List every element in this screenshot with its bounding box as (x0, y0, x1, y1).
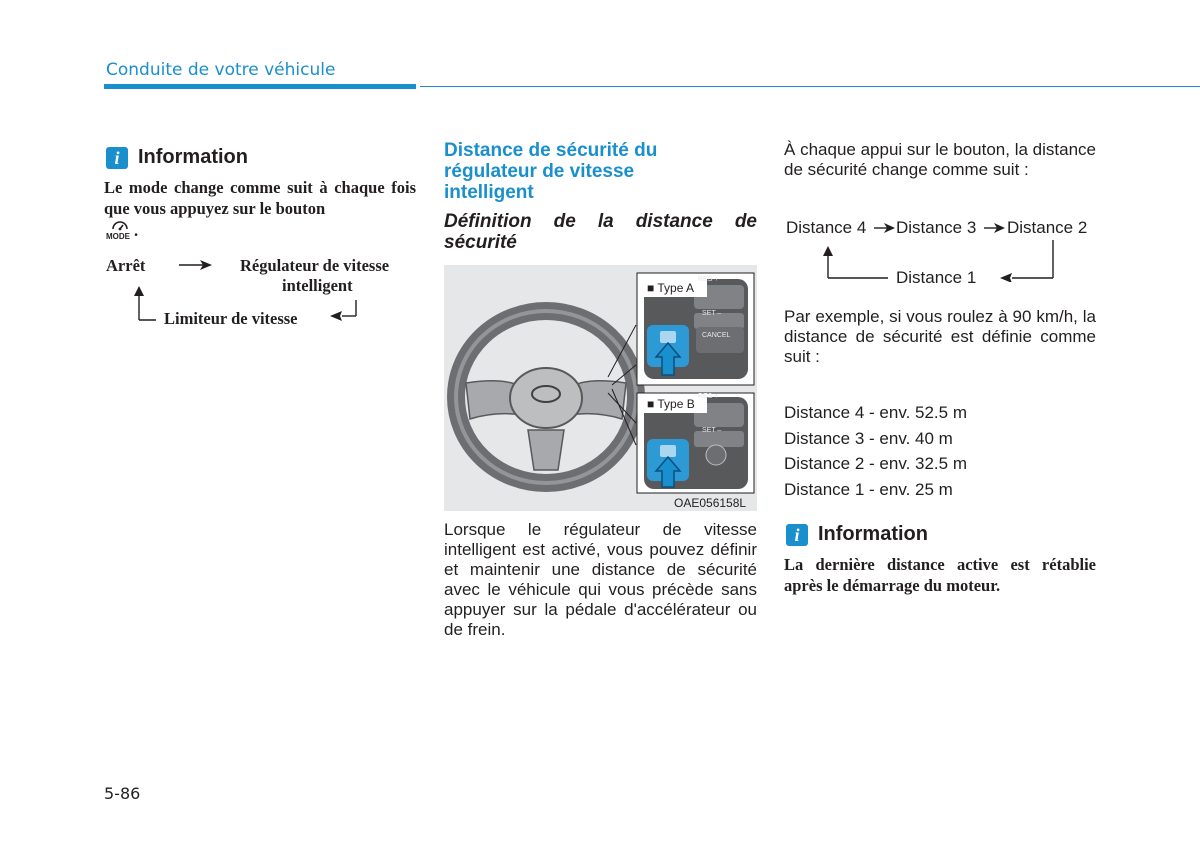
section-title-line1: Distance de sécurité du (444, 140, 658, 161)
middle-body-text: Lorsque le régulateur de vitesse intelligent est activé, vous pouvez définir et maintenir une distance de sécurité avec le véhicule qui vous précède sans appuyer sur la pédale d'accélérateur ou de frein. (444, 520, 757, 639)
figure-cancel-label: CANCEL (702, 332, 731, 339)
cycle-distance-3: Distance 3 (896, 218, 977, 237)
right-info-title: Information (818, 523, 928, 545)
mode-icon-period: . (134, 221, 139, 240)
header-rule-thick (104, 84, 416, 89)
left-info-title: Information (138, 146, 248, 168)
distance-item: Distance 3 - env. 40 m (784, 428, 953, 448)
cycle-arrow-right-icon (874, 222, 896, 234)
right-info-text: La dernière distance active est rétablie après le démarrage du moteur. (784, 555, 1096, 595)
section-title-line2: régulateur de vitesse (444, 161, 635, 182)
distance-item: Distance 4 - env. 52.5 m (784, 403, 967, 422)
cycle-distance-2: Distance 2 (1007, 218, 1088, 237)
subsection-title-line2: sécurité (444, 232, 517, 253)
subsection-title-line1: Définition de la distance de (444, 211, 757, 232)
distance-item: Distance 2 - env. 32.5 m (784, 454, 967, 473)
subsection-title (444, 211, 757, 253)
distance-cycle-diagram (784, 212, 1100, 292)
figure-type-b-label: ■ Type B (644, 395, 707, 413)
figure-set-label-a: SET – (702, 310, 722, 317)
steering-wheel-figure (444, 265, 757, 511)
flow-arrow-right-icon (178, 258, 214, 272)
figure-code: OAE056158L (674, 496, 747, 510)
left-info-text: Le mode change comme suit à chaque fois que vous appuyez sur le bouton (104, 178, 416, 218)
flow-limiteur: Limiteur de vitesse (164, 309, 298, 328)
left-info-heading (106, 146, 248, 169)
figure-type-a-label: ■ Type A (644, 279, 707, 297)
figure-res-label-a: RES + (698, 276, 719, 283)
running-header: Conduite de votre véhicule (106, 60, 336, 80)
flow-regulateur-line1: Régulateur de vitesse (240, 256, 390, 275)
section-title-line3: intelligent (444, 182, 534, 203)
right-info-heading (786, 523, 928, 546)
cycle-arrow-right-icon (984, 222, 1006, 234)
right-intro-text: À chaque appui sur le bouton, la distance de sécurité change comme suit : (784, 140, 1096, 179)
info-icon: i (786, 524, 808, 546)
flow-arret: Arrêt (106, 256, 146, 275)
mode-icon-label: MODE (106, 232, 130, 241)
distance-item: Distance 1 - env. 25 m (784, 479, 953, 499)
section-title (444, 140, 657, 203)
left-info-text-block (104, 177, 416, 219)
page-number: 5-86 (104, 784, 141, 803)
figure-set-label-b: SET – (702, 427, 722, 434)
cycle-distance-1: Distance 1 (896, 268, 977, 287)
steering-wheel-illustration (444, 265, 757, 511)
cycle-distance-4: Distance 4 (786, 218, 867, 237)
distance-list (784, 400, 967, 502)
right-example-text: Par exemple, si vous roulez à 90 km/h, la distance de sécurité est définie comme suit : (784, 307, 1096, 366)
header-rule-thin (420, 86, 1200, 87)
info-icon: i (106, 147, 128, 169)
flow-regulateur-line2: intelligent (282, 276, 353, 295)
figure-res-label-b: RES + (698, 393, 719, 400)
